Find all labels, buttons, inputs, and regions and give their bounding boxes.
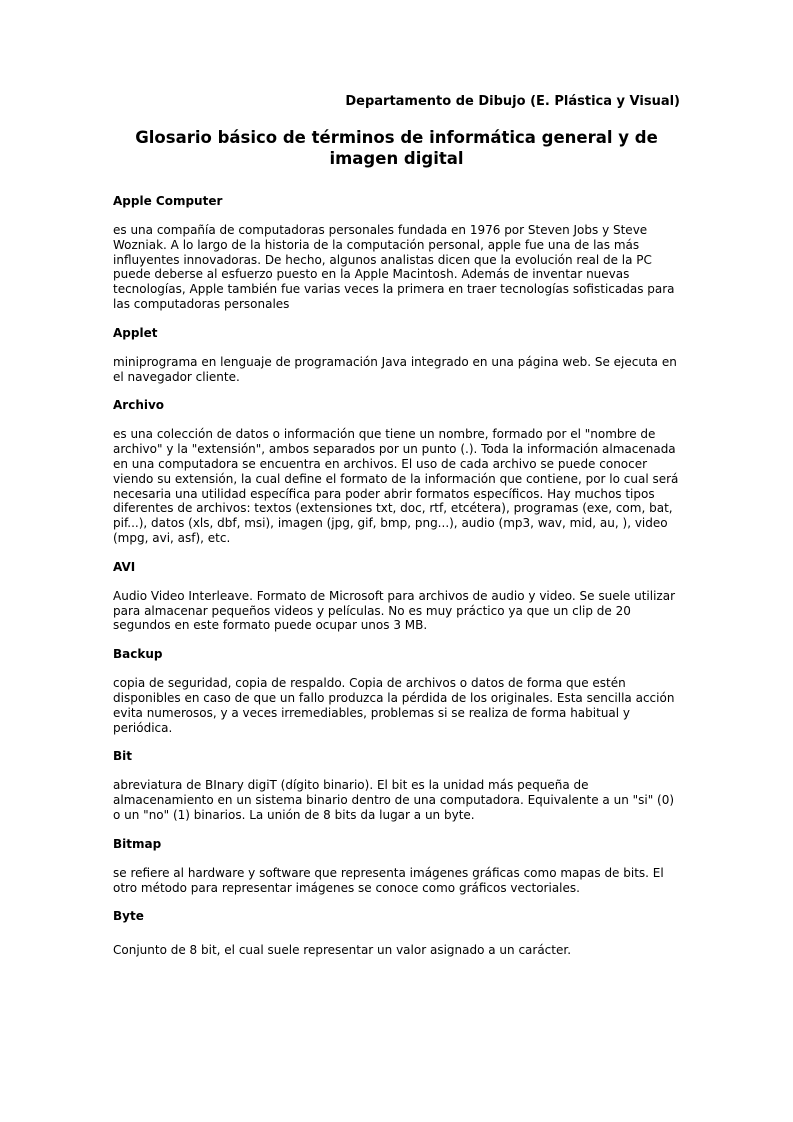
entry-term: Archivo — [113, 398, 165, 413]
glossary-entry-byte — [113, 909, 680, 958]
entry-definition: abreviatura de BInary digiT (dígito binario). El bit es la unidad más pequeña de almacenamiento en un sistema binario dentro de una computadora. Equivalente a un "si" (0) o un "no" (1) binarios. La unión de 8 bits da lugar a un byte. — [113, 778, 675, 822]
entry-term: Backup — [113, 647, 163, 662]
entry-definition: es una colección de datos o información que tiene un nombre, formado por el "nombre de archivo" y la "extensión", ambos separados por un punto (.). Toda la información almacenada en una computadora se encuentra en archivos. El uso de cada archivo se puede conocer viendo su extensión, la cual define el formato de la información que contiene, por lo cual será necesaria una utilidad específica para poder abrir formatos específicos. Hay muchos tipos diferentes de archivos: textos (extensiones txt, doc, rtf, etcétera), programas (exe, com, bat, pif...), datos (xls, dbf, msi), imagen (jpg, gif, bmp, png...), audio (mp3, wav, mid, au, ), video (mpg, avi, asf), etc. — [113, 427, 679, 545]
entry-term: Bitmap — [113, 836, 162, 851]
entry-term: AVI — [113, 559, 136, 574]
document-page — [113, 94, 680, 972]
glossary-entry-applet — [113, 326, 680, 385]
entry-definition: Conjunto de 8 bit, el cual suele representar un valor asignado a un carácter. — [113, 943, 572, 958]
entry-term: Apple Computer — [113, 194, 223, 208]
entry-definition: se refiere al hardware y software que representa imágenes gráficas como mapas de bits. El otro método para representar imágenes se conoce como gráficos vectoriales. — [113, 865, 664, 895]
entry-definition: copia de seguridad, copia de respaldo. Copia de archivos o datos de forma que estén disponibles en caso de que un fallo produzca la pérdida de los originales. Esta sencilla acción evita numerosos, y a veces irremediables, problemas si se realiza de forma habitual y periódica. — [113, 676, 675, 735]
glossary-entry-bit — [113, 749, 680, 822]
entry-definition: es una compañía de computadoras personales fundada en 1976 por Steven Jobs y Steve Wozniak. A lo largo de la historia de la computación personal, apple fue una de las más influyentes innovadoras. De hecho, algunos analistas dicen que la evolución real de la PC puede deberse al esfuerzo puesto en la Apple Macintosh. Además de inventar nuevas tecnologías, Apple también fue varias veces la primera en traer tecnologías sofisticadas para las computadoras personales — [113, 223, 675, 311]
glossary-list — [113, 194, 680, 958]
entry-term: Byte — [113, 909, 144, 924]
entry-definition: miniprograma en lenguaje de programación Java integrado en una página web. Se ejecuta en el navegador cliente. — [113, 354, 677, 384]
glossary-entry-apple-computer — [113, 194, 680, 312]
glossary-entry-archivo — [113, 398, 680, 545]
department-header: Departamento de Dibujo (E. Plástica y Visual) — [345, 94, 680, 109]
glossary-entry-bitmap — [113, 837, 680, 896]
entry-term: Bit — [113, 749, 132, 764]
entry-definition: Audio Video Interleave. Formato de Microsoft para archivos de audio y video. Se suele utilizar para almacenar pequeños videos y películas. No es muy práctico ya que un clip de 20 segundos en este formato puede ocupar unos 3 MB. — [113, 588, 676, 633]
glossary-entry-avi — [113, 560, 680, 633]
entry-term: Applet — [113, 325, 158, 340]
document-title: Glosario básico de términos de informática general y de imagen digital — [135, 128, 658, 168]
glossary-entry-backup — [113, 647, 680, 735]
